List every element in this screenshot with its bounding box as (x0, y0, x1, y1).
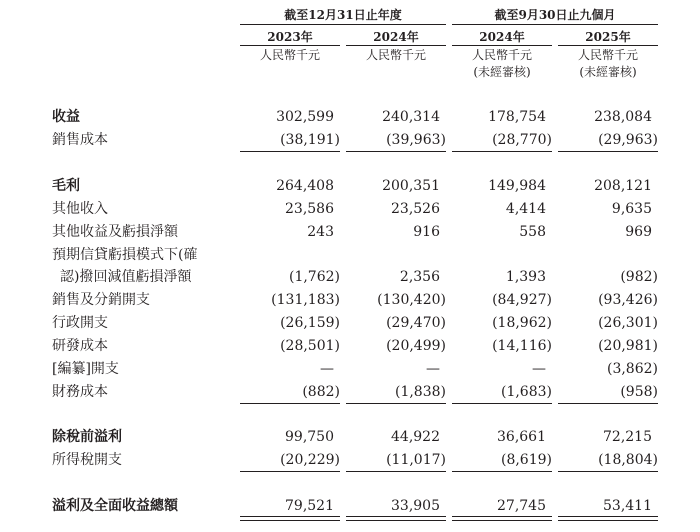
row-label-other-income: 其他收入 (52, 201, 108, 217)
column-year-1: 2023年 (267, 30, 313, 44)
cell: 4,414 (505, 201, 546, 217)
column-unit-1: 人民幣千元 (259, 48, 320, 62)
cell: (93,426) (598, 292, 658, 308)
row-label-administrative: 行政開支 (52, 315, 108, 331)
row-label-total-comprehensive-income: 溢利及全面收益總額 (52, 498, 178, 514)
cell: (3,862) (606, 361, 658, 377)
cell: 916 (413, 224, 440, 240)
cell: (29,470) (386, 315, 446, 331)
column-year-3: 2024年 (479, 30, 525, 44)
column-year-4: 2025年 (585, 30, 631, 44)
subtotal-rule (452, 151, 552, 152)
cell: 178,754 (488, 109, 546, 125)
cell: (20,229) (280, 452, 340, 468)
subtotal-rule (346, 151, 446, 152)
row-label-income-tax: 所得稅開支 (52, 452, 122, 468)
row-label-profit-before-tax: 除稅前溢利 (52, 429, 122, 445)
cell: (28,501) (280, 338, 340, 354)
cell: 44,922 (391, 429, 440, 445)
cell: (982) (620, 269, 658, 285)
cell: (1,683) (500, 384, 552, 400)
subtotal-rule (558, 403, 658, 404)
row-label-ecl-line-1: 預期信貸虧損模式下(確 (52, 247, 198, 263)
total-double-rule (240, 516, 340, 521)
column-unit-4: 人民幣千元 (577, 48, 638, 62)
cell: 302,599 (276, 109, 334, 125)
cell: (14,116) (492, 338, 552, 354)
cell: (11,017) (386, 452, 446, 468)
cell: (18,804) (598, 452, 658, 468)
period-group-nine-months: 截至9月30日止九個月 (494, 8, 616, 22)
total-double-rule (452, 516, 552, 521)
row-label-gross-profit: 毛利 (52, 178, 80, 194)
cell: 149,984 (488, 178, 546, 194)
column-rule-1 (240, 45, 340, 46)
cell: (20,499) (386, 338, 446, 354)
group-rule-2 (452, 24, 658, 25)
cell: 264,408 (276, 178, 334, 194)
subtotal-rule (346, 403, 446, 404)
total-double-rule (346, 516, 446, 521)
cell: 1,393 (505, 269, 546, 285)
column-note-4: (未經審核) (579, 65, 637, 79)
cell: (20,981) (598, 338, 658, 354)
cell: (1,762) (288, 269, 340, 285)
cell: (958) (620, 384, 658, 400)
cell: 23,586 (285, 201, 334, 217)
subtotal-rule (240, 471, 340, 472)
row-label-finance-costs: 財務成本 (52, 384, 108, 400)
cell: 53,411 (603, 498, 652, 514)
cell: (18,962) (492, 315, 552, 331)
cell: 27,745 (497, 498, 546, 514)
cell: (84,927) (492, 292, 552, 308)
row-label-redacted-expenses: [編纂]開支 (52, 361, 119, 377)
cell: (131,183) (271, 292, 340, 308)
cell: (26,159) (280, 315, 340, 331)
subtotal-rule (240, 403, 340, 404)
column-rule-4 (558, 45, 658, 46)
cell: 558 (519, 224, 546, 240)
subtotal-rule (452, 403, 552, 404)
row-label-cost-of-sales: 銷售成本 (52, 132, 108, 148)
row-label-other-gains-losses: 其他收益及虧損淨額 (52, 224, 178, 240)
subtotal-rule (452, 471, 552, 472)
cell: 200,351 (382, 178, 440, 194)
period-group-year-ended: 截至12月31日止年度 (284, 8, 402, 22)
cell: — (532, 361, 546, 377)
cell: (130,420) (377, 292, 446, 308)
subtotal-rule (558, 471, 658, 472)
cell: (28,770) (492, 132, 552, 148)
cell: 79,521 (285, 498, 334, 514)
row-label-rnd: 研發成本 (52, 338, 108, 354)
cell: 2,356 (399, 269, 440, 285)
cell: 969 (625, 224, 652, 240)
cell: — (426, 361, 440, 377)
cell: 240,314 (382, 109, 440, 125)
cell: (1,838) (394, 384, 446, 400)
column-year-2: 2024年 (373, 30, 419, 44)
subtotal-rule (346, 471, 446, 472)
cell: — (320, 361, 334, 377)
group-rule-1 (240, 24, 446, 25)
column-unit-3: 人民幣千元 (471, 48, 532, 62)
column-rule-2 (346, 45, 446, 46)
subtotal-rule (558, 151, 658, 152)
column-rule-3 (452, 45, 552, 46)
column-unit-2: 人民幣千元 (365, 48, 426, 62)
subtotal-rule (240, 151, 340, 152)
cell: 208,121 (594, 178, 652, 194)
cell: (38,191) (280, 132, 340, 148)
cell: 33,905 (391, 498, 440, 514)
cell: (39,963) (386, 132, 446, 148)
cell: (29,963) (598, 132, 658, 148)
cell: (882) (302, 384, 340, 400)
row-label-selling-distribution: 銷售及分銷開支 (52, 292, 150, 308)
cell: 243 (307, 224, 334, 240)
cell: 72,215 (603, 429, 652, 445)
cell: 238,084 (594, 109, 652, 125)
column-note-3: (未經審核) (473, 65, 531, 79)
row-label-ecl-line-2: 認)撥回減值虧損淨額 (60, 269, 192, 285)
cell: 36,661 (497, 429, 546, 445)
cell: 99,750 (285, 429, 334, 445)
cell: 23,526 (391, 201, 440, 217)
cell: (8,619) (500, 452, 552, 468)
cell: (26,301) (598, 315, 658, 331)
row-label-revenue: 收益 (52, 109, 80, 125)
cell: 9,635 (611, 201, 652, 217)
total-double-rule (558, 516, 658, 521)
